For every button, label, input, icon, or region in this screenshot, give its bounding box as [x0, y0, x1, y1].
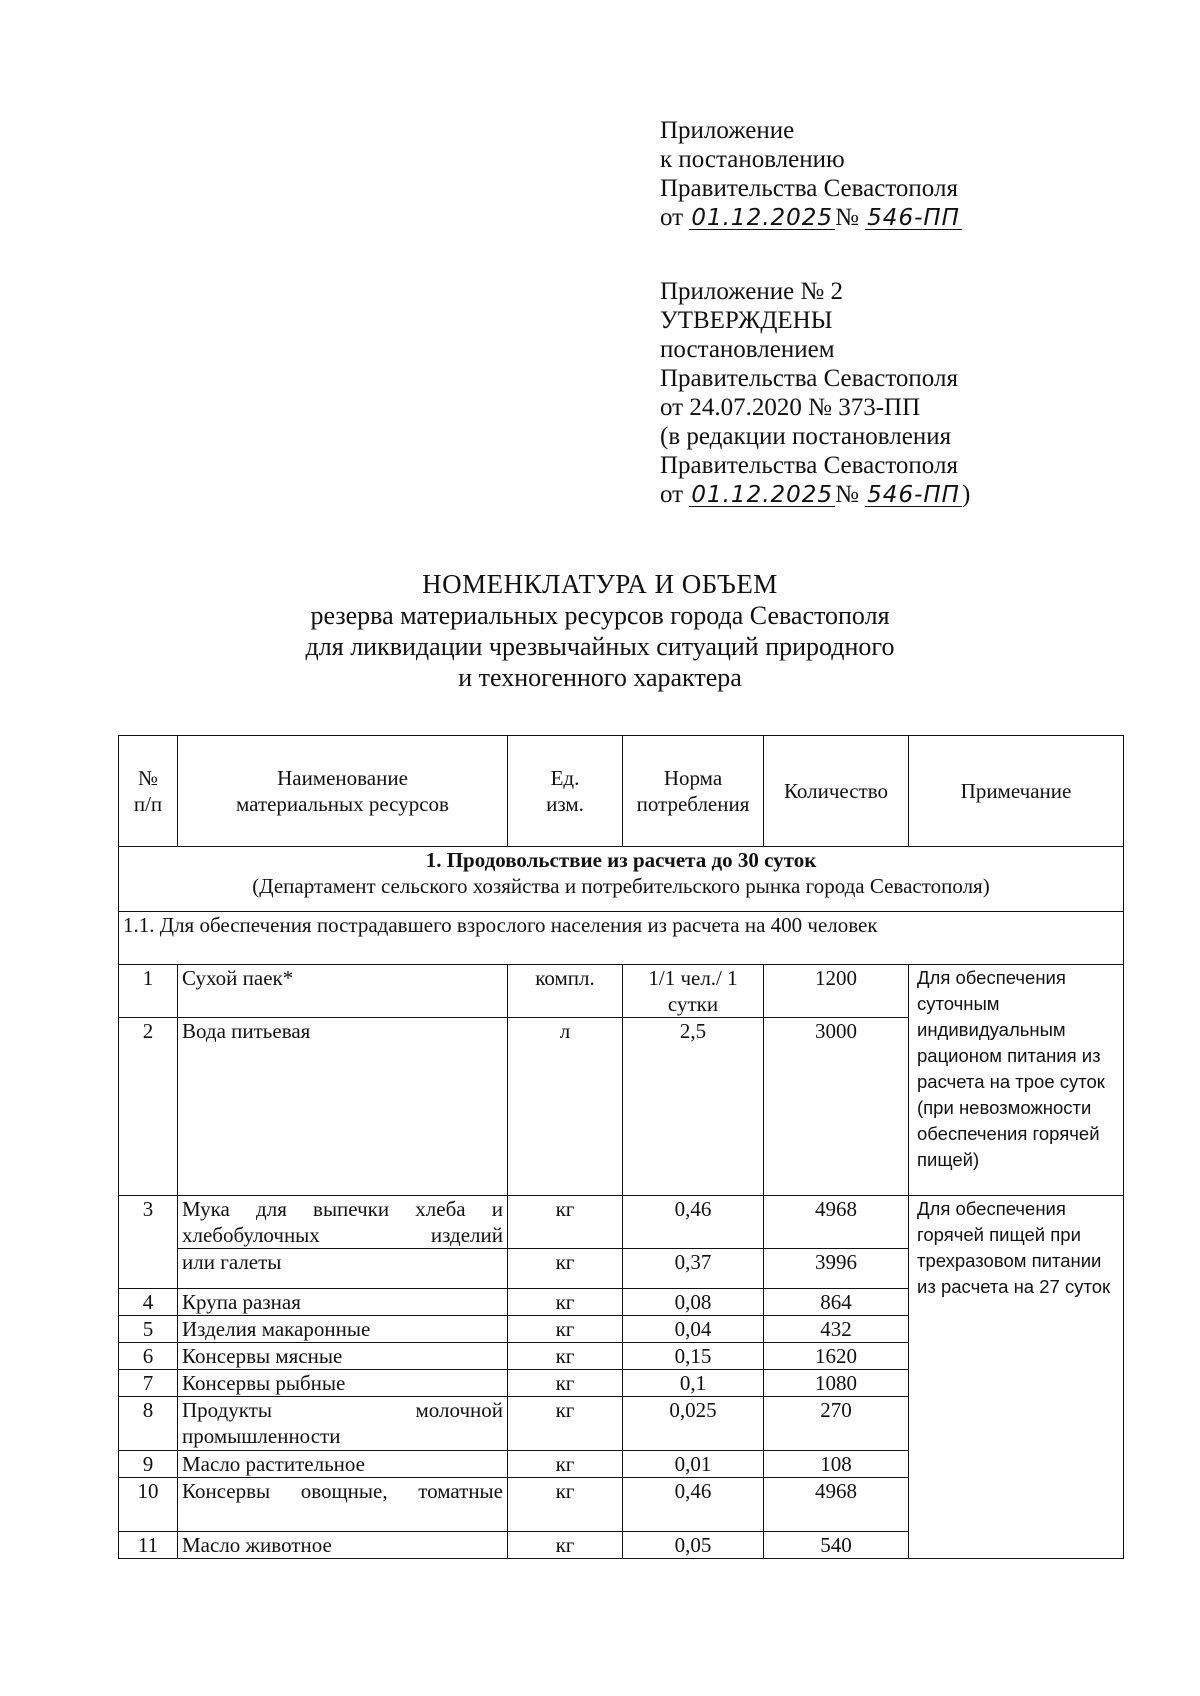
header-note: Примечание: [909, 736, 1124, 847]
cell-qty: 270: [764, 1397, 909, 1451]
cell-norm: 0,01: [623, 1451, 764, 1478]
header-unit: Ед. изм.: [508, 736, 623, 847]
section-title: 1. Продовольствие из расчета до 30 суток: [425, 848, 817, 872]
appendix-header: [660, 116, 962, 232]
appendix2-line: УТВЕРЖДЕНЫ: [660, 307, 833, 334]
cell-qty: 1080: [764, 1370, 909, 1397]
section-subtitle: (Департамент сельского хозяйства и потребительского рынка города Севастополя): [252, 874, 990, 898]
handwritten-number: 546-ПП: [867, 205, 960, 231]
cell-norm: 0,1: [623, 1370, 764, 1397]
cell-name: Консервы рыбные: [178, 1370, 508, 1397]
cell-unit: кг: [508, 1397, 623, 1451]
cell-num: 9: [119, 1451, 178, 1478]
cell-unit: кг: [508, 1343, 623, 1370]
appendix-line: Приложение: [660, 117, 795, 144]
subsection-cell: 1.1. Для обеспечения пострадавшего взрослого населения из расчета на 400 человек: [119, 912, 1124, 965]
header-norm: Норма потребления: [623, 736, 764, 847]
note-cell-b: Для обеспечения горячей пищей при трехразовом питании из расчета на 27 суток: [909, 1196, 1124, 1559]
section-cell: [119, 847, 1124, 912]
cell-qty: 4968: [764, 1478, 909, 1532]
cell-unit: кг: [508, 1451, 623, 1478]
cell-num: 6: [119, 1343, 178, 1370]
cell-qty: 3000: [764, 1018, 909, 1196]
appendix2-line: Правительства Севастополя: [660, 452, 958, 479]
document-title: [0, 569, 1200, 693]
header-num: № п/п: [119, 736, 178, 847]
subsection-row: [119, 912, 1124, 965]
cell-num: 5: [119, 1316, 178, 1343]
appendix2-line: (в редакции постановления: [660, 423, 952, 450]
cell-norm: 0,37: [623, 1249, 764, 1289]
appendix2-line: от 24.07.2020 № 373-ПП: [660, 394, 921, 421]
cell-unit: кг: [508, 1532, 623, 1559]
appendix-line: Правительства Севастополя: [660, 175, 958, 202]
section-row: [119, 847, 1124, 912]
number-sign: №: [835, 481, 859, 508]
cell-norm: 0,04: [623, 1316, 764, 1343]
cell-norm: 2,5: [623, 1018, 764, 1196]
date-prefix: от: [660, 481, 684, 508]
cell-name: Изделия макаронные: [178, 1316, 508, 1343]
appendix2-line: Правительства Севастополя: [660, 365, 958, 392]
handwritten-date: 01.12.2025: [691, 482, 834, 508]
cell-norm: 0,08: [623, 1289, 764, 1316]
cell-norm: 0,05: [623, 1532, 764, 1559]
cell-norm: 1/1 чел./ 1 сутки: [623, 965, 764, 1018]
cell-unit: кг: [508, 1316, 623, 1343]
appendix-line: к постановлению: [660, 146, 845, 173]
closing-paren: ): [961, 481, 971, 508]
cell-name: Консервы мясные: [178, 1343, 508, 1370]
header-qty: Количество: [764, 736, 909, 847]
handwritten-number: 546-ПП: [867, 482, 960, 508]
cell-name: Консервы овощные, томатные: [178, 1478, 508, 1532]
cell-unit: компл.: [508, 965, 623, 1018]
appendix2-line: постановлением: [660, 336, 835, 363]
cell-qty: 864: [764, 1289, 909, 1316]
cell-name: Крупа разная: [178, 1289, 508, 1316]
appendix2-header: [660, 277, 970, 509]
cell-unit: кг: [508, 1196, 623, 1249]
handwritten-date: 01.12.2025: [691, 205, 834, 231]
cell-name: или галеты: [178, 1249, 508, 1289]
cell-name: Продукты молочной промышленности: [178, 1397, 508, 1451]
cell-num: 7: [119, 1370, 178, 1397]
cell-num: 1: [119, 965, 178, 1018]
table-header-row: [119, 736, 1124, 847]
title-line: для ликвидации чрезвычайных ситуаций природного: [305, 632, 895, 661]
cell-num: 3: [119, 1196, 178, 1289]
cell-name: Сухой паек*: [178, 965, 508, 1018]
header-name: Наименование материальных ресурсов: [178, 736, 508, 847]
cell-name: Вода питьевая: [178, 1018, 508, 1196]
cell-num: 10: [119, 1478, 178, 1532]
cell-norm: 0,15: [623, 1343, 764, 1370]
title-line: НОМЕНКЛАТУРА И ОБЪЕМ: [422, 569, 778, 599]
cell-unit: кг: [508, 1289, 623, 1316]
note-cell-a: Для обеспечения суточным индивидуальным рационом питания из расчета на трое суток (при невозможности обеспечения горячей пищей): [909, 965, 1124, 1196]
cell-qty: 3996: [764, 1249, 909, 1289]
cell-qty: 540: [764, 1532, 909, 1559]
cell-name: Масло растительное: [178, 1451, 508, 1478]
resources-table: [118, 735, 1124, 1559]
cell-name: Мука для выпечки хлеба и хлебобулочных изделий: [178, 1196, 508, 1249]
table-row: [119, 1196, 1124, 1249]
cell-num: 4: [119, 1289, 178, 1316]
appendix-date-line: [660, 203, 962, 232]
cell-unit: кг: [508, 1370, 623, 1397]
title-line: резерва материальных ресурсов города Севастополя: [310, 601, 890, 630]
cell-qty: 108: [764, 1451, 909, 1478]
cell-qty: 1620: [764, 1343, 909, 1370]
cell-unit: кг: [508, 1249, 623, 1289]
number-sign: №: [835, 204, 859, 231]
cell-norm: 0,46: [623, 1478, 764, 1532]
cell-unit: кг: [508, 1478, 623, 1532]
appendix2-line: Приложение № 2: [660, 278, 844, 305]
cell-qty: 1200: [764, 965, 909, 1018]
title-line: и техногенного характера: [458, 663, 742, 692]
date-prefix: от: [660, 204, 684, 231]
table-row: [119, 965, 1124, 1018]
cell-unit: л: [508, 1018, 623, 1196]
cell-qty: 4968: [764, 1196, 909, 1249]
cell-num: 8: [119, 1397, 178, 1451]
cell-norm: 0,46: [623, 1196, 764, 1249]
cell-num: 11: [119, 1532, 178, 1559]
cell-num: 2: [119, 1018, 178, 1196]
cell-qty: 432: [764, 1316, 909, 1343]
appendix2-date-line: [660, 480, 970, 509]
cell-name: Масло животное: [178, 1532, 508, 1559]
cell-norm: 0,025: [623, 1397, 764, 1451]
